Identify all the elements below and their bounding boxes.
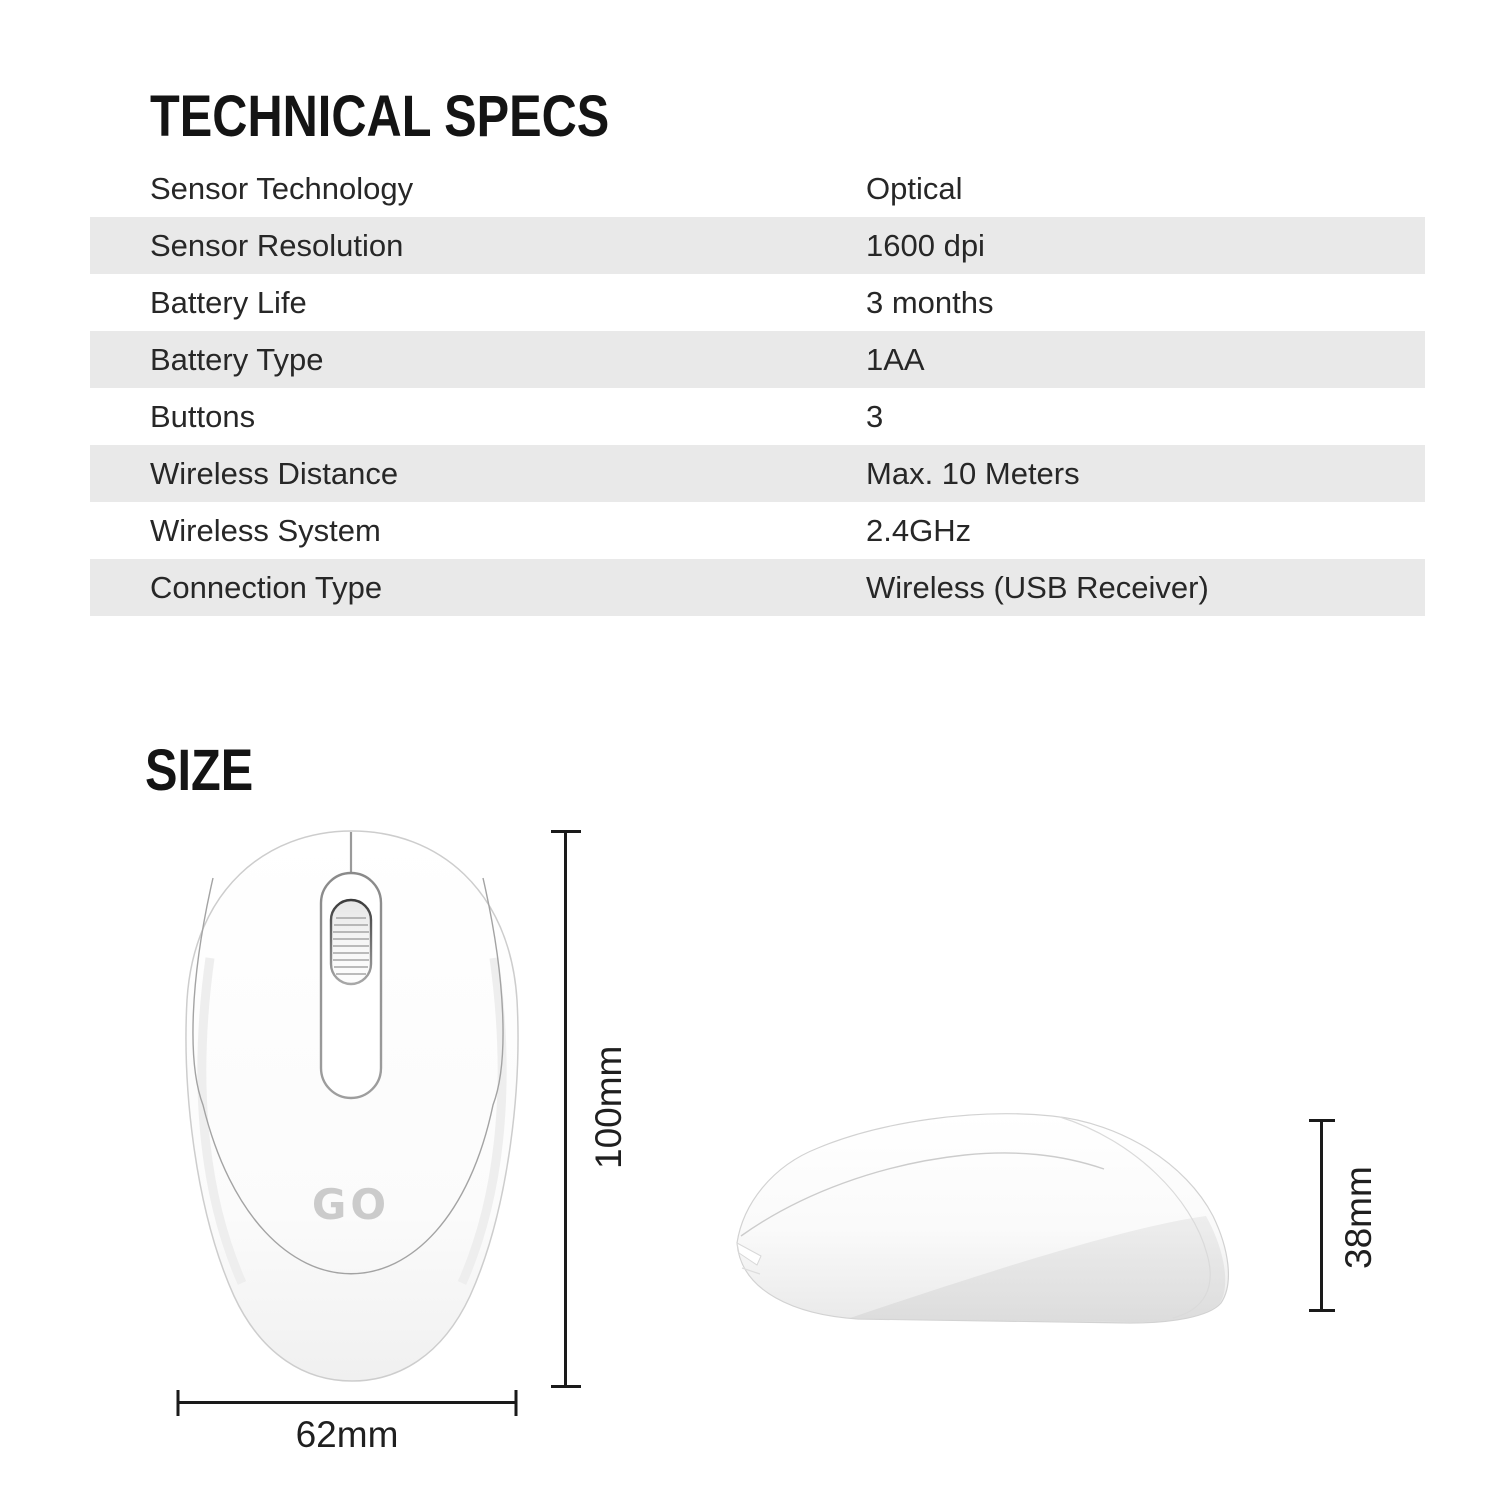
dimension-label-width: 62mm bbox=[295, 1414, 399, 1455]
spec-label: Sensor Resolution bbox=[150, 227, 404, 263]
table-row bbox=[90, 217, 1425, 274]
spec-table bbox=[90, 160, 1425, 616]
spec-value: Optical bbox=[866, 170, 963, 206]
dimension-tick bbox=[177, 1390, 180, 1416]
scroll-wheel bbox=[331, 900, 371, 984]
spec-label: Connection Type bbox=[150, 569, 383, 605]
specs-title: TECHNICAL SPECS bbox=[150, 84, 610, 149]
spec-value: Wireless (USB Receiver) bbox=[866, 569, 1209, 605]
table-row bbox=[90, 559, 1425, 616]
dimension-line-100mm bbox=[564, 830, 567, 1388]
table-row bbox=[90, 160, 1425, 217]
table-row bbox=[90, 502, 1425, 559]
dimension-cap bbox=[1309, 1119, 1335, 1122]
dimension-line-38mm bbox=[1320, 1119, 1323, 1312]
spec-value: 2.4GHz bbox=[866, 512, 972, 548]
table-row bbox=[90, 274, 1425, 331]
spec-value: 3 months bbox=[866, 284, 994, 320]
spec-label: Buttons bbox=[150, 398, 256, 434]
spec-label: Sensor Technology bbox=[150, 170, 414, 206]
dimension-cap bbox=[551, 830, 581, 833]
size-title: SIZE bbox=[145, 738, 254, 803]
table-row bbox=[90, 445, 1425, 502]
spec-value: 3 bbox=[866, 398, 884, 434]
spec-label: Battery Type bbox=[150, 341, 324, 377]
spec-label: Wireless System bbox=[150, 512, 381, 548]
dimension-label-height: 100mm bbox=[588, 1045, 629, 1170]
spec-value: 1AA bbox=[866, 341, 925, 377]
spec-value: 1600 dpi bbox=[866, 227, 985, 263]
mouse-side-view-image bbox=[730, 1106, 1235, 1328]
go-logo: GO bbox=[311, 1180, 391, 1229]
spec-label: Battery Life bbox=[150, 284, 307, 320]
dimension-cap bbox=[551, 1385, 581, 1388]
spec-value: Max. 10 Meters bbox=[866, 455, 1080, 491]
dimension-tick bbox=[515, 1390, 518, 1416]
mouse-top-view-image bbox=[180, 828, 524, 1384]
table-row bbox=[90, 331, 1425, 388]
dimension-label-side-height: 38mm bbox=[1338, 1166, 1379, 1269]
dimension-cap bbox=[1309, 1309, 1335, 1312]
spec-label: Wireless Distance bbox=[150, 455, 399, 491]
dimension-line-62mm bbox=[177, 1401, 517, 1404]
table-row bbox=[90, 388, 1425, 445]
